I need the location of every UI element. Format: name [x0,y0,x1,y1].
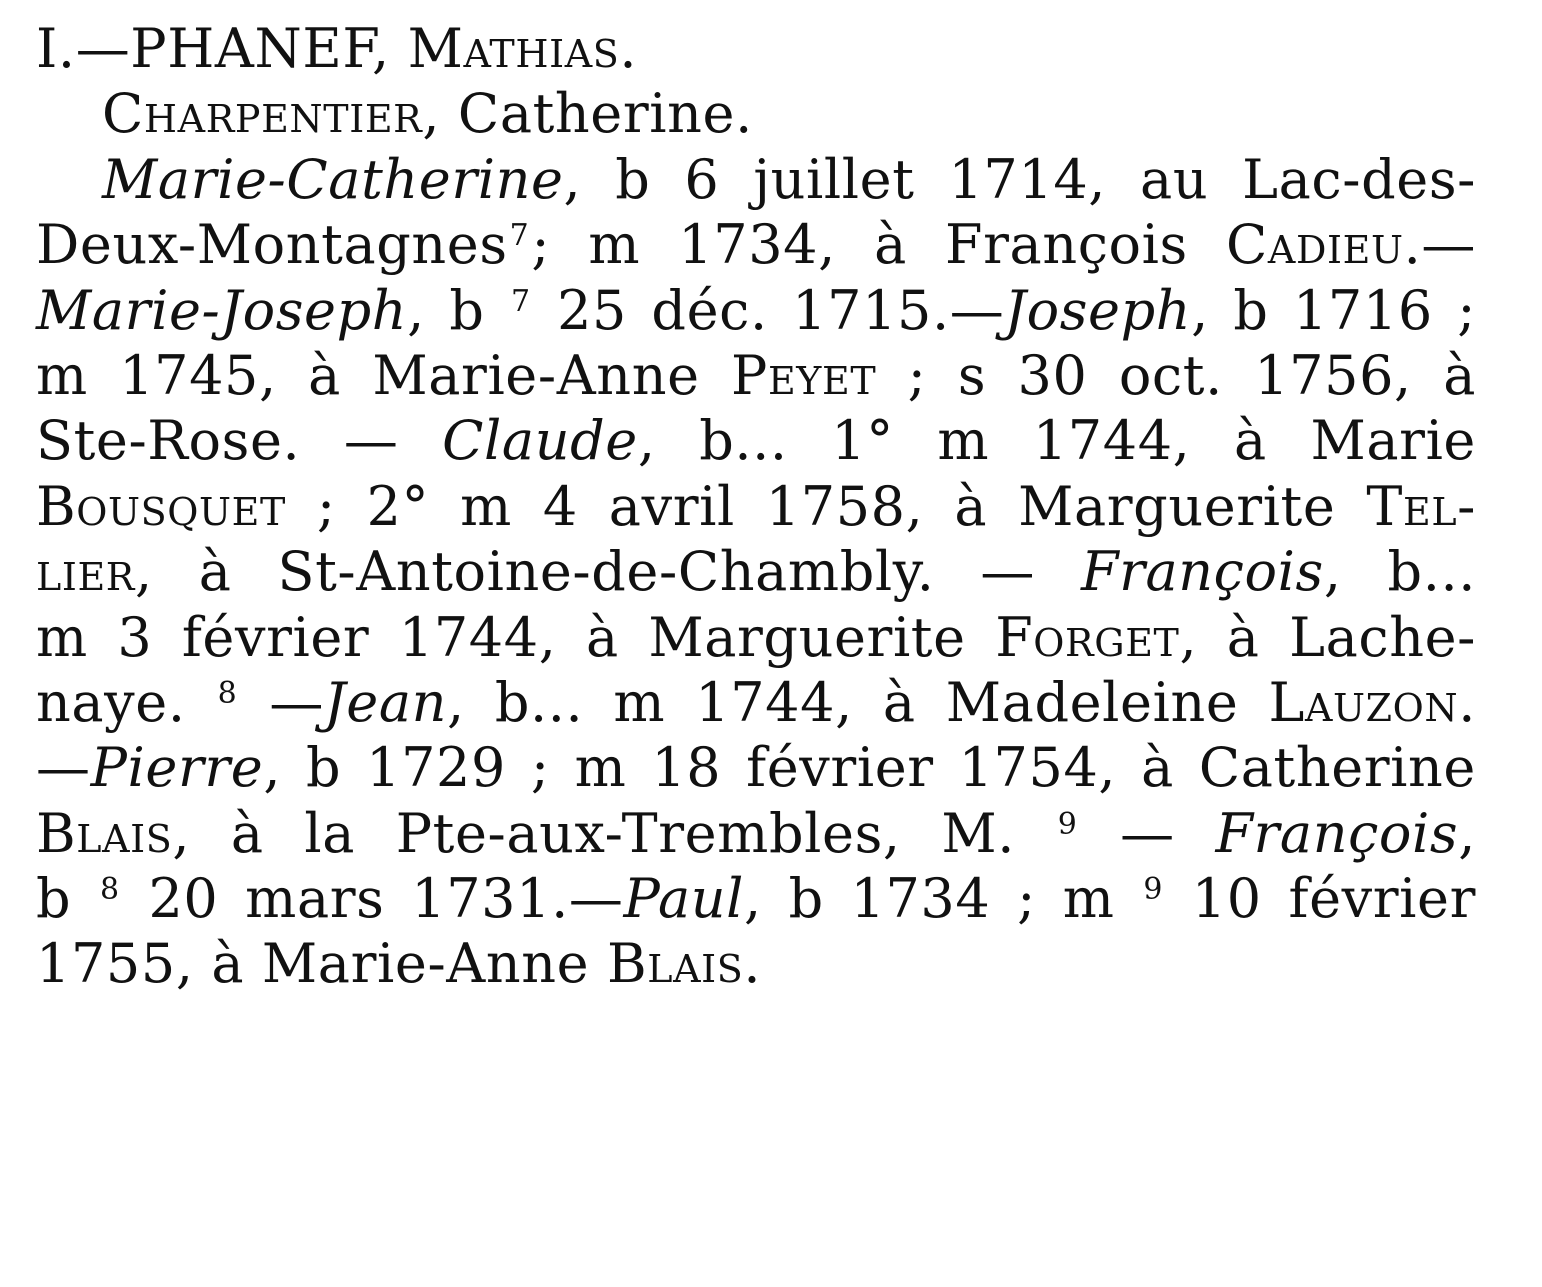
text-run: , à Lache- [1179,605,1476,669]
text-run: 25 déc. 1715.— [532,278,1005,342]
spouse-line: Charpentier, Catherine. [102,82,753,146]
text-run: m 3 février 1744, à Marguerite [36,605,996,669]
entry-heading: I.—PHANEF, Mathias. [36,17,638,80]
text-line [36,866,1476,931]
text-run: m 1745, à Marie-Anne [36,343,732,407]
text-line [36,931,1476,996]
text-run: b [36,867,98,931]
spouse-surname: Charpentier [102,82,423,146]
text-line [36,408,1476,473]
text-run: 20 mars 1731.— [121,867,624,931]
text-run: , b... [1323,540,1477,604]
child-name: Paul [623,867,745,931]
text-run: naye. [36,670,216,734]
surname: Tel- [1366,474,1476,538]
text-line [36,670,1476,735]
head-surname: PHANEF [130,17,373,80]
parish-reference: 8 [99,872,120,908]
child-name: Joseph [1004,278,1192,342]
generation-numeral: I.— [36,17,131,80]
text-run: — [239,670,325,734]
head-given-name: Mathias [407,17,620,80]
child-name: François [1215,801,1459,865]
text-run: , b... 1° m 1744, à Marie [637,409,1476,473]
surname: Forget [995,605,1180,669]
text-run: — [36,736,91,800]
text-line [36,474,1476,539]
child-name: François [1081,540,1324,604]
text-run: , b [407,278,509,342]
surname: Blais [36,801,173,865]
surname: Blais [606,932,744,996]
text-run: , b... m 1744, à Madeleine [447,670,1269,734]
text-run: ; 2° m 4 avril 1758, à Marguerite [285,474,1367,538]
text-line [36,147,1476,212]
child-name: Claude [442,409,638,473]
child-name: Jean [324,670,448,734]
spouse-given-name: Catherine [457,82,736,146]
text-line [36,605,1476,670]
text-run: — [1079,801,1216,865]
child-name: Pierre [90,736,264,800]
text-run: . [743,932,762,996]
surname: Bousquet [36,474,286,538]
parish-reference: 7 [510,283,531,319]
text-run: , à la Pte-aux-Trembles, M. [172,801,1056,865]
text-run: Ste-Rose. — [36,409,443,473]
text-run: 1755, à Marie-Anne [36,932,607,996]
surname: Cadieu [1226,213,1404,277]
text-run: , b 6 juillet 1714, au Lac-des- [563,147,1476,211]
text-run: , à St-Antoine-de-Chambly. — [135,540,1082,604]
text-run: ; m 1734, à François [531,213,1227,277]
text-run: . [1458,670,1476,734]
parish-reference: 8 [217,675,238,711]
child-name: Marie-Joseph [36,278,408,342]
text-line [36,212,1476,277]
text-line [36,343,1476,408]
children-paragraph [36,147,1476,997]
text-run: , [1458,801,1476,865]
text-run: , b 1716 ; [1191,278,1476,342]
text-run: Deux-Montagnes [36,213,508,277]
text-run: ; s 30 oct. 1756, à [876,343,1476,407]
surname: lier [36,540,135,604]
text-run: , b 1729 ; m 18 février 1754, à Catherine [263,736,1476,800]
text-line [36,278,1476,343]
text-run: 10 février [1165,867,1476,931]
surname: Peyet [731,343,877,407]
parish-reference: 7 [509,218,530,254]
parish-reference: 9 [1143,872,1163,908]
surname: Lauzon [1268,670,1459,734]
text-line [36,801,1476,866]
child-name: Marie-Catherine [102,147,564,211]
text-run: , b 1734 ; m [744,867,1142,931]
parish-reference: 9 [1057,806,1078,842]
genealogy-entry [36,16,1476,997]
text-run: .— [1403,213,1476,277]
text-line [36,539,1476,604]
text-line [36,735,1476,800]
